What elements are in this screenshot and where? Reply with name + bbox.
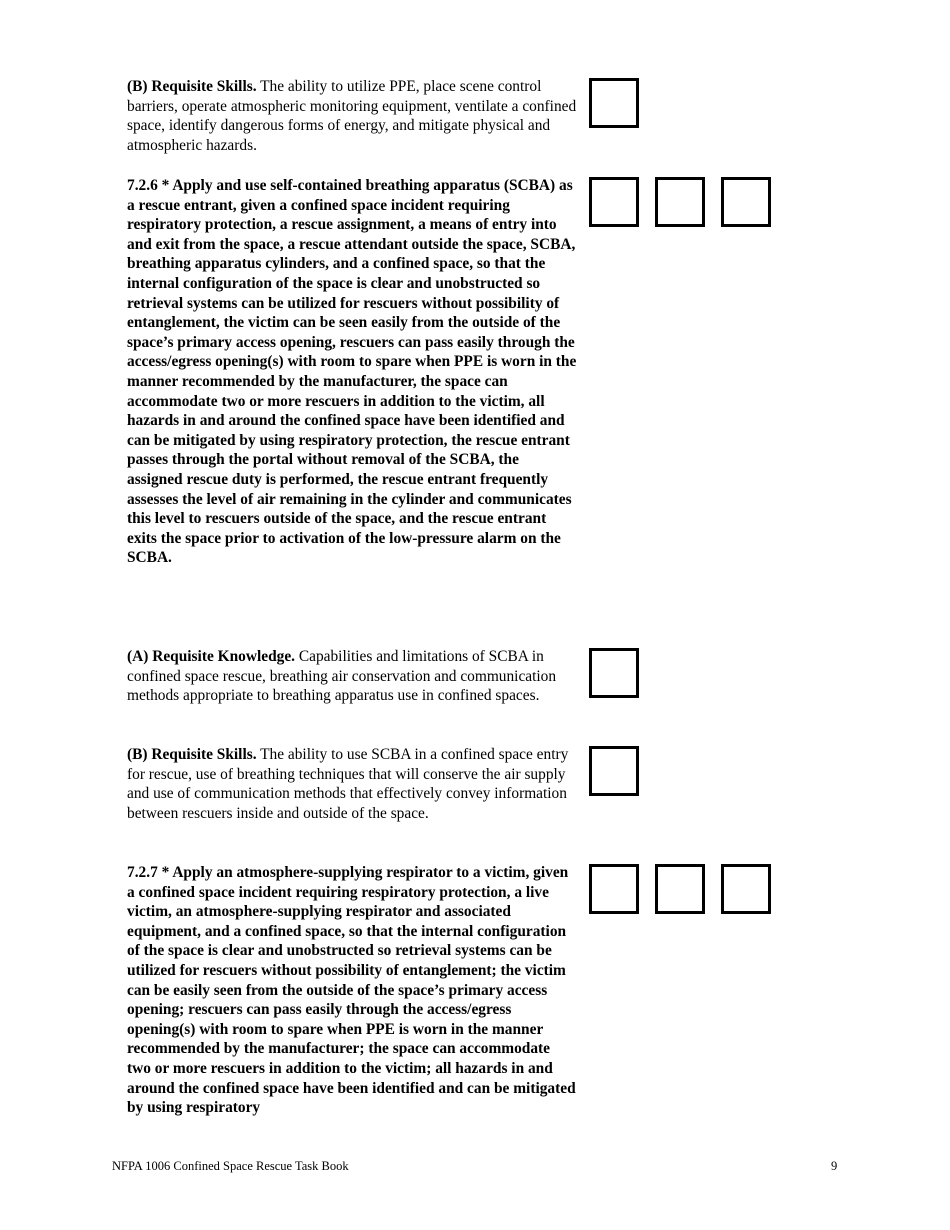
- signoff-checkbox[interactable]: [589, 746, 639, 796]
- requisite-skills-paragraph-1: [127, 77, 577, 155]
- paragraph-text: 7.2.6 * Apply and use self-contained breathing apparatus (SCBA) as a rescue entrant, given a confined space incident requiring respiratory protection, a rescue assignment, a means of entry into and exit from the space, a rescue attendant outside the space, SCBA, breathing apparatus cylinders, and a confined space, so that the internal configuration of the space is clear and unobstructed so retrieval systems can be utilized for rescuers without possibility of entanglement, the victim can be seen easily from the outside of the space’s primary access opening, rescuers can pass easily through the access/egress opening(s) with room to spare when PPE is worn in the manner recommended by the manufacturer, the space can accommodate two or more rescuers in addition to the victim, all hazards in and around the confined space have been identified and can be mitigated by using respiratory protection, the rescue entrant passes through the portal without removal of the SCBA, the assigned rescue duty is performed, the rescue entrant frequently assesses the level of air remaining in the cylinder and communicates this level to rescuers outside of the space, and the rescue entrant exits the space prior to activation of the low-pressure alarm on the SCBA.: [127, 177, 577, 567]
- jpr-7-2-6-paragraph: [127, 176, 577, 568]
- signoff-checkbox[interactable]: [655, 864, 705, 914]
- signoff-checkbox[interactable]: [589, 177, 639, 227]
- signoff-checkbox[interactable]: [721, 177, 771, 227]
- paragraph-text: 7.2.7 * Apply an atmosphere-supplying respirator to a victim, given a confined space incident requiring respiratory protection, a live victim, an atmosphere-supplying respirator and associated equipment, and a confined space, so that the internal configuration of the space is clear and unobstructed so retrieval systems can be utilized for rescuers without possibility of entanglement; the victim can be easily seen from the outside of the space’s primary access opening; rescuers can pass easily through the access/egress opening(s) with room to spare when PPE is worn in the manner recommended by the manufacturer; the space can accommodate two or more rescuers in addition to the victim; all hazards in and around the confined space have been identified and can be mitigated by using respiratory: [127, 864, 576, 1117]
- requisite-skills-paragraph-2: [127, 745, 577, 823]
- signoff-boxes-5: [589, 864, 771, 914]
- signoff-boxes-1: [589, 78, 639, 128]
- paragraph-text: Capabilities and limitations of SCBA in confined space rescue, breathing air conservation and communication methods appropriate to breathing apparatus use in confined spaces.: [127, 648, 557, 705]
- signoff-boxes-3: [589, 648, 639, 698]
- paragraph-lead: (A) Requisite Knowledge.: [127, 648, 296, 665]
- paragraph-lead: (B) Requisite Skills.: [127, 78, 257, 95]
- paragraph-text: The ability to use SCBA in a confined space entry for rescue, use of breathing techniques that will conserve the air supply and use of communication methods that effectively convey information between rescuers inside and outside of the space.: [127, 746, 569, 822]
- signoff-boxes-2: [589, 177, 771, 227]
- signoff-checkbox[interactable]: [655, 177, 705, 227]
- signoff-checkbox[interactable]: [721, 864, 771, 914]
- signoff-checkbox[interactable]: [589, 864, 639, 914]
- requisite-knowledge-paragraph: [127, 647, 577, 706]
- page-number: 9: [831, 1159, 838, 1173]
- signoff-checkbox[interactable]: [589, 78, 639, 128]
- paragraph-text: The ability to utilize PPE, place scene control barriers, operate atmospheric monitoring equipment, ventilate a confined space, identify dangerous forms of energy, and mitigate physical and atmospheric hazards.: [127, 78, 577, 154]
- paragraph-lead: (B) Requisite Skills.: [127, 746, 257, 763]
- signoff-boxes-4: [589, 746, 639, 796]
- jpr-7-2-7-paragraph: [127, 863, 577, 1118]
- footer-title: NFPA 1006 Confined Space Rescue Task Book: [112, 1159, 349, 1173]
- signoff-checkbox[interactable]: [589, 648, 639, 698]
